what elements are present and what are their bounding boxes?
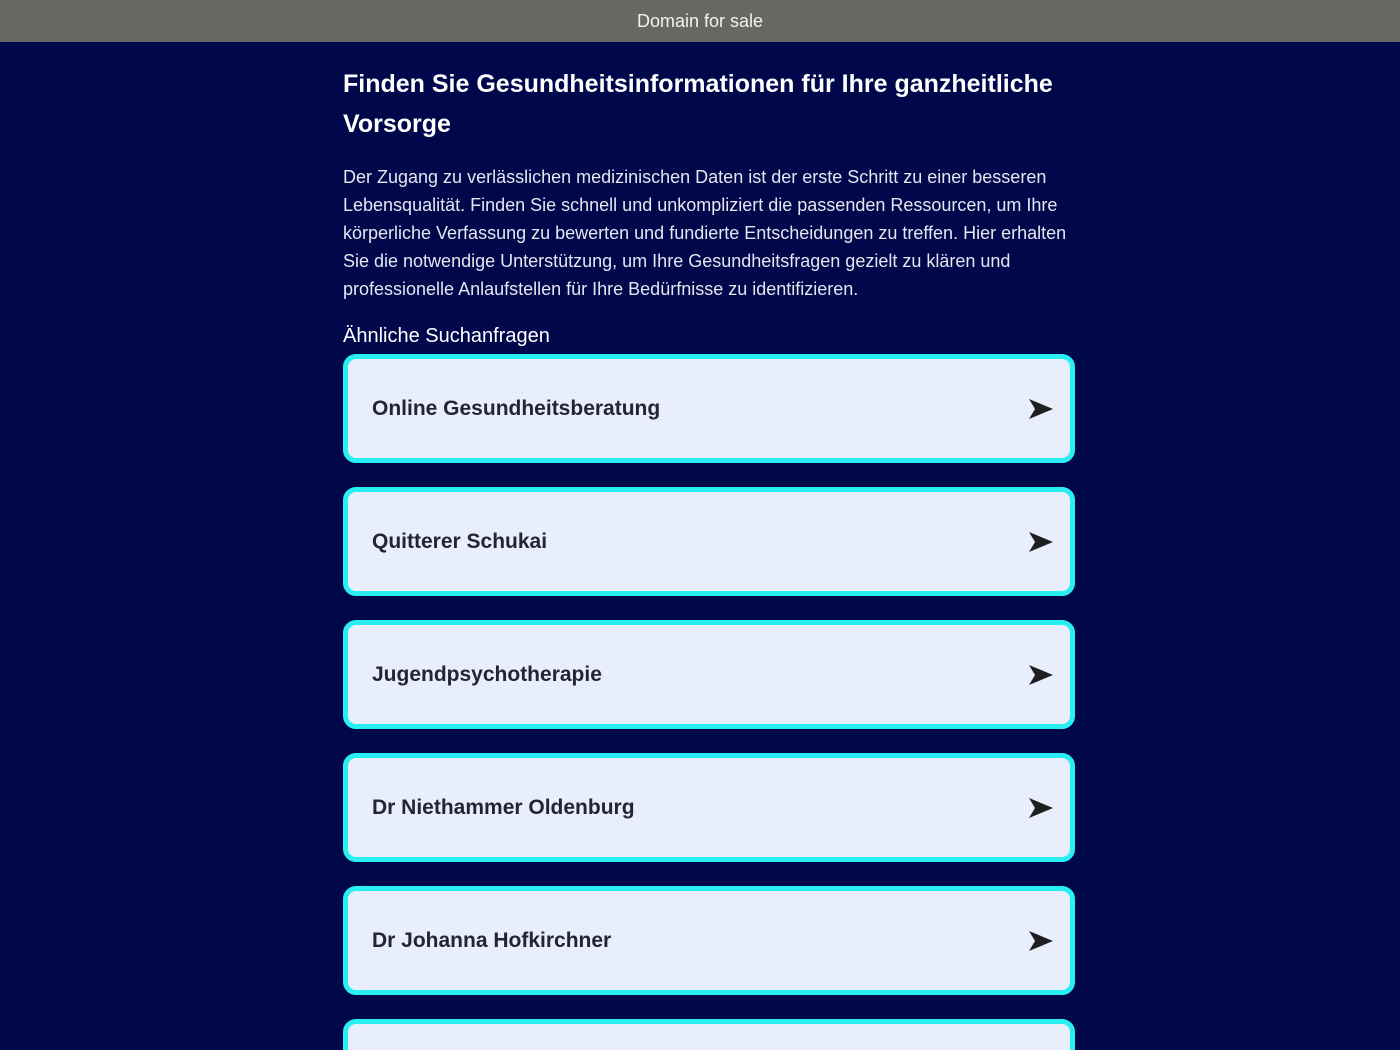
arrow-right-icon [1028, 664, 1054, 686]
related-search-label: Online Gesundheitsberatung [372, 396, 661, 420]
main-content [343, 42, 1075, 1050]
domain-for-sale-banner[interactable] [0, 0, 1400, 42]
related-search-link[interactable] [343, 354, 1075, 463]
related-search-label: Dr Niethammer Oldenburg [372, 795, 635, 819]
related-search-link[interactable] [343, 620, 1075, 729]
related-searches-heading: Ähnliche Suchanfragen [343, 325, 550, 347]
related-search-label: Jugendpsychotherapie [372, 662, 602, 686]
related-searches-list [343, 354, 1075, 1050]
banner-label: Domain for sale [636, 10, 764, 31]
intro-paragraph: Der Zugang zu verlässlichen medizinischen Daten ist der erste Schritt zu einer besseren Lebensqualität. Finden Sie schnell und unkompliziert die passenden Ressourcen, um Ihre körperliche Verfassung zu bewerten und fundierte Entscheidungen zu treffen. Hier erhalten Sie die notwendige Unterstützung, um Ihre Gesundheitsfragen gezielt zu klären und professionelle Anlaufstellen für Ihre Bedürfnisse zu identifizieren. [343, 167, 1067, 299]
related-search-link[interactable] [343, 886, 1075, 995]
related-search-label: Dr Johanna Hofkirchner [372, 928, 612, 952]
page-title: Finden Sie Gesundheitsinformationen für Ihre ganzheitliche Vorsorge [343, 70, 1053, 138]
related-search-link[interactable] [343, 1019, 1075, 1050]
related-search-label: Quitterer Schukai [372, 529, 548, 553]
arrow-right-icon [1028, 930, 1054, 952]
related-search-link[interactable] [343, 487, 1075, 596]
arrow-right-icon [1028, 398, 1054, 420]
arrow-right-icon [1028, 797, 1054, 819]
related-search-link[interactable] [343, 753, 1075, 862]
arrow-right-icon [1028, 531, 1054, 553]
